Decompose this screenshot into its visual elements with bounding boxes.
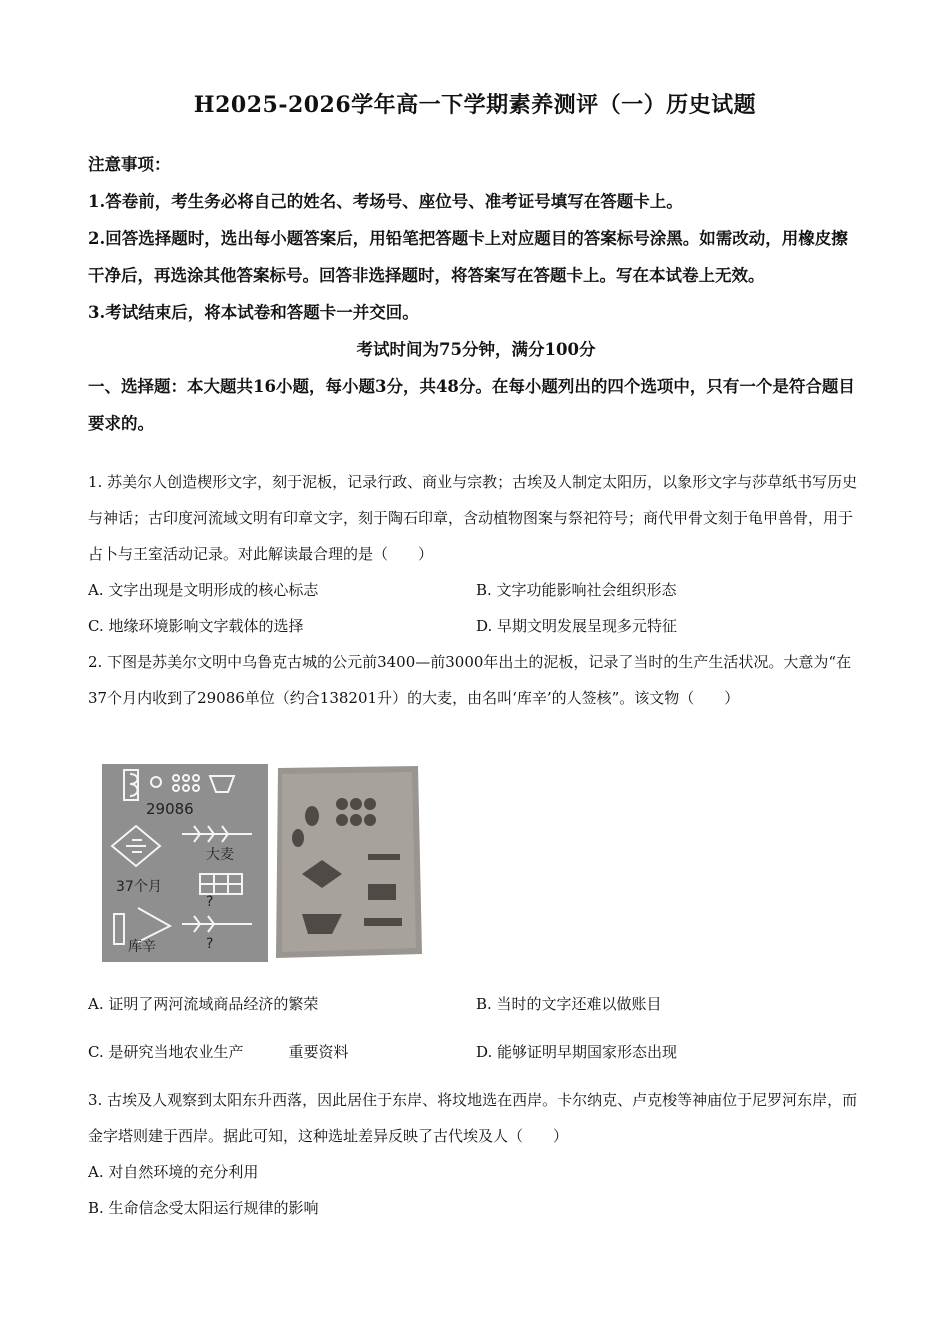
question-3 [88,1082,864,1226]
note-item-1: 1.答卷前，考生务必将自己的姓名、考场号、座位号、准考证号填写在答题卡上。 [88,192,683,211]
question-2 [88,644,864,716]
note-item-2: 2.回答选择题时，选出每小题答案后，用铅笔把答题卡上对应题目的答案标号涂黑。如需改动，用橡皮擦干净后，再选涂其他答案标号。回答非选择题时，将答案写在答题卡上。写在本试卷上无效。 [88,229,848,285]
section-heading: 一、选择题：本大题共16小题，每小题3分，共48分。在每小题列出的四个选项中，只有一个是符合题目要求的。 [88,377,855,433]
clay-tablet-figure [102,764,424,962]
clay-tablet-photo [272,764,424,962]
exam-time: 考试时间为75分钟，满分100分 [356,340,596,359]
option-b: B. 文字功能影响社会组织形态 [476,581,677,599]
option-b: B. 生命信念受太阳运行规律的影响 [88,1199,319,1217]
tablet-photo [272,764,424,962]
figure-label-question-2: ? [206,936,214,952]
option-d: D. 早期文明发展呈现多元特征 [476,617,678,635]
option-b: B. 当时的文字还难以做账目 [476,995,662,1013]
option-a: A. 对自然环境的充分利用 [88,1163,259,1181]
question-2-stem: 2. 下图是苏美尔文明中乌鲁克古城的公元前3400—前3000年出土的泥板，记录了当时的生产生活状况。大意为“在37个月内收到了29086单位（约合138201升）的大麦，由名叫‘库辛’的人签核”。该文物（ ） [88,653,852,707]
cuneiform-drawing [102,764,268,962]
question-3-stem: 3. 古埃及人观察到太阳东升西落，因此居住于东岸、将坟地选在西岸。卡尔纳克、卢克梭等神庙位于尼罗河东岸，而金字塔则建于西岸。据此可知，这种选址差异反映了古代埃及人（ ） [88,1091,858,1145]
figure-label-number: 29086 [146,800,194,818]
option-c: C. 是研究当地农业生产 重要资料 [88,1043,349,1061]
question-1 [88,464,864,644]
page-title: H2025-2026学年高一下学期素养测评（一）历史试题 [193,92,757,118]
question-2-options [88,986,864,1070]
figure-label-months: 37个月 [116,879,162,895]
notes-heading: 注意事项： [88,155,171,174]
figure-label-question-1: ? [206,894,214,910]
note-item-3: 3.考试结束后，将本试卷和答题卡一并交回。 [88,303,419,322]
question-1-stem: 1. 苏美尔人创造楔形文字，刻于泥板，记录行政、商业与宗教；古埃及人制定太阳历，以象形文字与莎草纸书写历史与神话；古印度河流域文明有印章文字，刻于陶石印章，含动植物图案与祭祀符号；商代甲骨文刻于龟甲兽骨，用于占卜与王室活动记录。对此解读最合理的是（ ） [88,473,858,563]
figure-label-barley: 大麦 [206,847,234,863]
figure-label-name: 库辛 [128,939,156,955]
question-1-options [88,572,864,644]
option-a: A. 证明了两河流域商品经济的繁荣 [88,995,319,1013]
question-2-options-wrap [88,986,864,1070]
option-c: C. 地缘环境影响文字载体的选择 [88,617,304,635]
option-a: A. 文字出现是文明形成的核心标志 [88,581,319,599]
tablet-transcription-image [102,764,268,962]
option-d: D. 能够证明早期国家形态出现 [476,1043,678,1061]
notes-block [88,146,864,442]
